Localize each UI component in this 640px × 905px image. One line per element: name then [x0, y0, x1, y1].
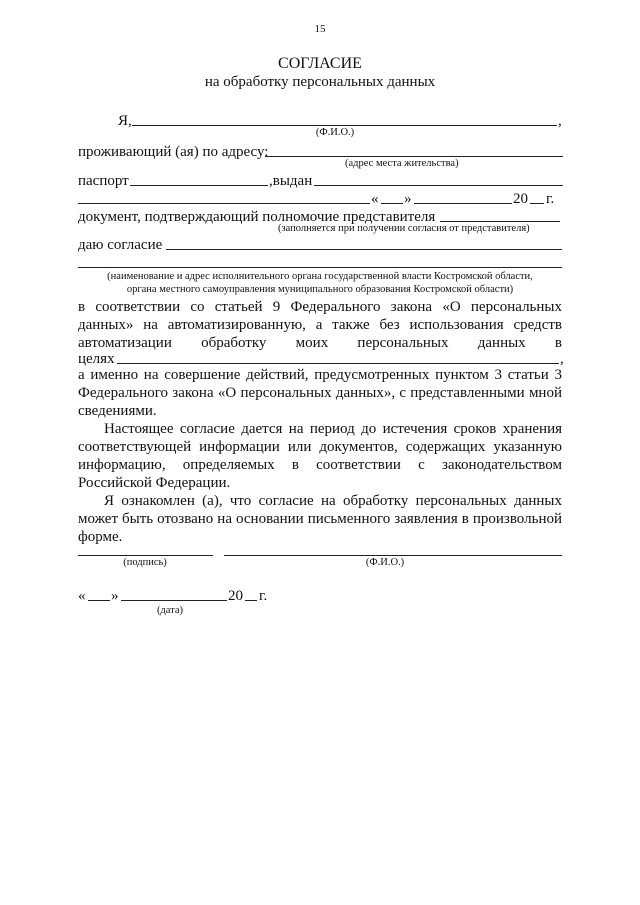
document-title: СОГЛАСИЕ — [278, 55, 362, 72]
page-number: 15 — [314, 23, 326, 35]
date-day-field[interactable] — [88, 600, 110, 601]
p2-line1: Настоящее согласие дается на период до истечения сроков хранения — [104, 421, 562, 437]
issue-year-suffix: г. — [546, 191, 555, 207]
p1-line5: а именно на совершение действий, предусмотренных пунктом 3 статьи 3 — [78, 367, 562, 383]
address-label: проживающий (ая) по адресу: — [78, 144, 269, 160]
purpose-field[interactable] — [117, 363, 559, 364]
p2-line2: соответствующей информации или документов, содержащих указанную — [78, 439, 562, 455]
consent-org-field-2[interactable] — [78, 267, 562, 268]
issued-field[interactable] — [314, 185, 563, 186]
p1-line3: автоматизации обработку моих персональных данных в — [78, 335, 562, 351]
date-year-field[interactable] — [245, 600, 257, 601]
document-subtitle: на обработку персональных данных — [204, 74, 436, 90]
p3-line1: Я ознакомлен (а), что согласие на обработку персональных данных — [104, 493, 562, 509]
passport-field[interactable] — [130, 185, 268, 186]
p3-line2: может быть отозвано на основании письменного заявления в произвольной — [78, 511, 562, 527]
passport-label: паспорт — [78, 173, 129, 189]
rep-doc-label: документ, подтверждающий полномочие представителя — [78, 209, 436, 225]
issue-year-field[interactable] — [530, 203, 544, 204]
date-quote-open: « — [78, 588, 86, 604]
issue-quote-close: » — [404, 191, 412, 207]
issued-by-field[interactable] — [78, 203, 370, 204]
p3-line3: форме. — [78, 529, 123, 545]
org-hint-line1: (наименование и адрес исполнительного органа государственной власти Костромской области, — [107, 271, 533, 282]
i-label: Я, — [118, 113, 132, 129]
issue-quote-open: « — [371, 191, 379, 207]
purpose-comma: , — [560, 351, 564, 367]
p1-line2: данных» на автоматизированную, а также без использования средств — [78, 317, 562, 333]
fio-hint: (Ф.И.О.) — [315, 127, 355, 138]
consent-label: даю согласие — [78, 237, 163, 253]
address-hint: (адрес места жительства) — [345, 158, 459, 169]
org-hint-line2: органа местного самоуправления муниципального образования Костромской области) — [126, 284, 514, 295]
p1-line1: в соответствии со статьей 9 Федерального закона «О персональных — [78, 299, 562, 315]
p1-line7: сведениями. — [78, 403, 157, 419]
fio-comma: , — [558, 113, 562, 129]
signature-hint: (подпись) — [123, 557, 167, 568]
date-year-suffix: г. — [259, 588, 268, 604]
issued-label: ,выдан — [269, 173, 313, 189]
date-hint: (дата) — [156, 605, 184, 616]
date-month-field[interactable] — [121, 600, 227, 601]
date-year-prefix: 20 — [228, 588, 243, 604]
p2-line3: информацию, определяемых в соответствии с законодательством — [78, 457, 562, 473]
fio-field[interactable] — [132, 125, 557, 126]
issue-day-field[interactable] — [381, 203, 403, 204]
rep-doc-hint: (заполняется при получении согласия от представителя) — [278, 223, 530, 234]
date-quote-close: » — [111, 588, 119, 604]
signature-fio-hint: (Ф.И.О.) — [365, 557, 405, 568]
issue-month-field[interactable] — [414, 203, 512, 204]
issue-year-prefix: 20 — [513, 191, 528, 207]
signature-field[interactable] — [78, 555, 213, 556]
purpose-label: целях — [78, 351, 115, 367]
signature-fio-field[interactable] — [224, 555, 562, 556]
p1-line6: Федерального закона «О персональных данных», с представленными мной — [78, 385, 562, 401]
address-field[interactable] — [265, 156, 563, 157]
p2-line4: Российской Федерации. — [78, 475, 231, 491]
rep-doc-field[interactable] — [440, 221, 560, 222]
consent-org-field[interactable] — [166, 249, 562, 250]
